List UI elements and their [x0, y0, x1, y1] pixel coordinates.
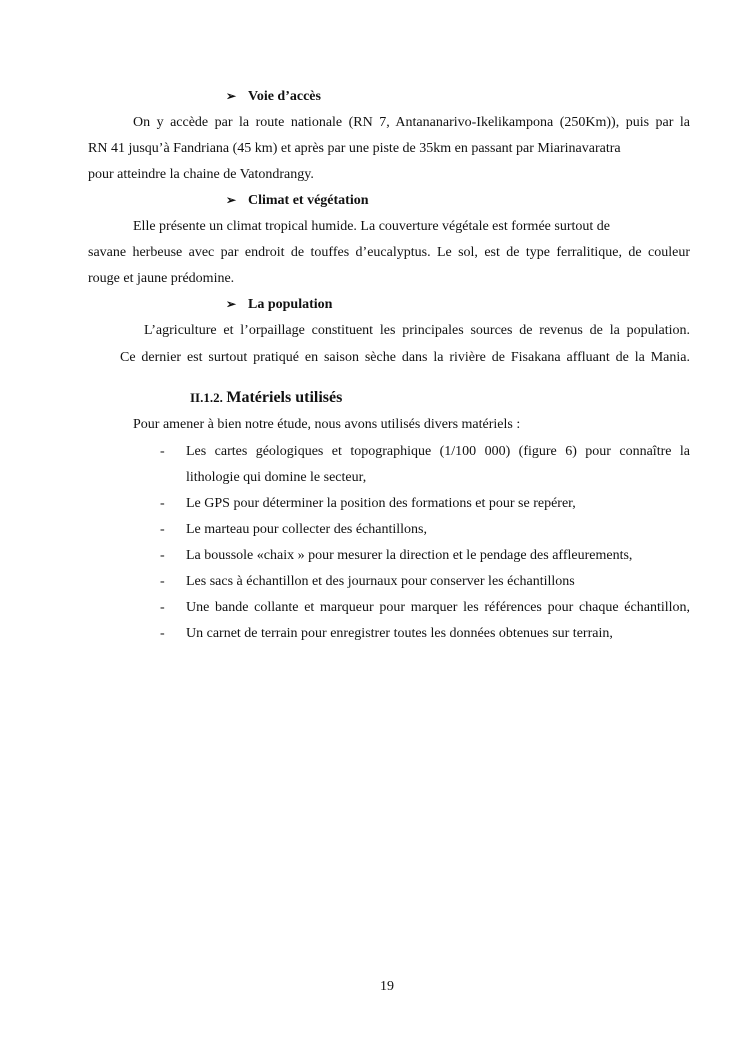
- section-title: La population: [248, 297, 333, 312]
- section-heading-climate: [226, 193, 369, 209]
- arrow-bullet-icon: ➢: [226, 297, 237, 311]
- paragraph-line: RN 41 jusqu’à Fandriana (45 km) et après par une piste de 35km en passant par Miarinavaratra: [88, 141, 621, 156]
- arrow-bullet-icon: ➢: [226, 193, 237, 207]
- page-number: 19: [380, 979, 394, 994]
- list-dash: -: [160, 496, 165, 511]
- section-title: Voie d’accès: [248, 89, 321, 104]
- list-item: Le GPS pour déterminer la position des formations et pour se repérer,: [186, 496, 576, 511]
- list-item: Un carnet de terrain pour enregistrer toutes les données obtenues sur terrain,: [186, 626, 613, 641]
- section-heading-access: [226, 89, 321, 105]
- list-dash: -: [160, 444, 165, 459]
- paragraph-line: L’agriculture et l’orpaillage constituent les principales sources de revenus de la population.: [144, 323, 690, 338]
- list-item-continuation: lithologie qui domine le secteur,: [186, 470, 367, 485]
- list-dash: -: [160, 548, 165, 563]
- paragraph-line: pour atteindre la chaine de Vatondrangy.: [88, 167, 314, 182]
- paragraph-line: rouge et jaune prédomine.: [88, 271, 235, 286]
- materials-intro: Pour amener à bien notre étude, nous avons utilisés divers matériels :: [133, 417, 521, 432]
- subsection-heading: [190, 389, 342, 407]
- list-item: Les sacs à échantillon et des journaux pour conserver les échantillons: [186, 574, 575, 589]
- list-item: Le marteau pour collecter des échantillons,: [186, 522, 428, 537]
- list-dash: -: [160, 522, 165, 537]
- section-heading-population: [226, 297, 332, 313]
- arrow-bullet-icon: ➢: [226, 89, 237, 103]
- list-dash: -: [160, 626, 165, 641]
- heading-number: II.1.2.: [190, 390, 223, 405]
- section-title: Climat et végétation: [248, 193, 369, 208]
- paragraph-line: savane herbeuse avec par endroit de touffes d’eucalyptus. Le sol, est de type ferralitique, de couleur: [88, 245, 690, 260]
- list-dash: -: [160, 600, 165, 615]
- list-item: Les cartes géologiques et topographique (1/100 000) (figure 6) pour connaître la: [186, 444, 690, 459]
- paragraph-line: On y accède par la route nationale (RN 7, Antananarivo-Ikelikampona (250Km)), puis par la: [133, 115, 690, 130]
- paragraph-line: Elle présente un climat tropical humide. La couverture végétale est formée surtout de: [133, 219, 610, 234]
- list-dash: -: [160, 574, 165, 589]
- heading-title: Matériels utilisés: [226, 389, 343, 406]
- list-item: Une bande collante et marqueur pour marquer les références pour chaque échantillon,: [186, 600, 690, 615]
- paragraph-line: Ce dernier est surtout pratiqué en saison sèche dans la rivière de Fisakana affluant de la Mania.: [120, 350, 690, 365]
- list-item: La boussole «chaix » pour mesurer la direction et le pendage des affleurements,: [186, 548, 633, 563]
